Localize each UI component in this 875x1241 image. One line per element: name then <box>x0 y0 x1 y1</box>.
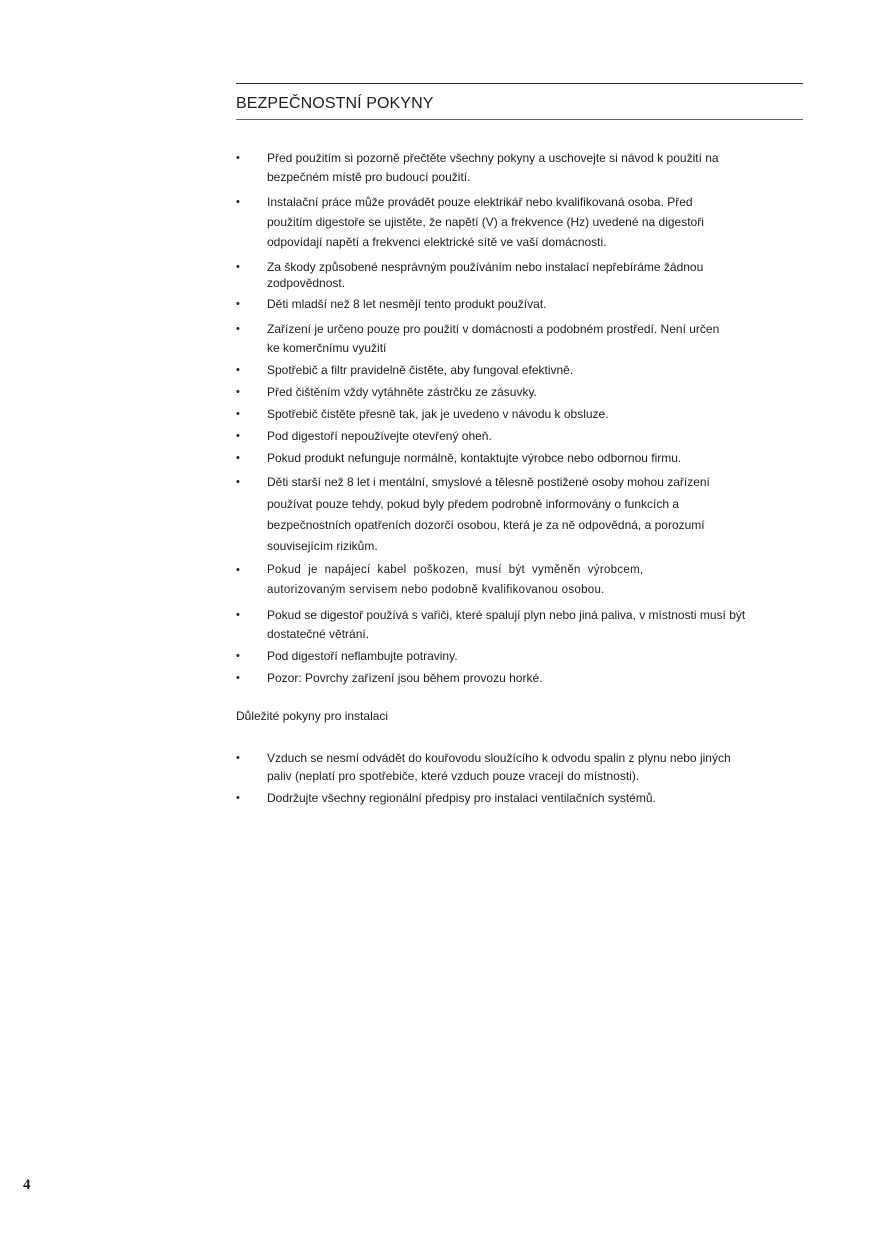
item-line: Děti starší než 8 let i mentální, smyslové a tělesně postižené osoby mohou zařízení <box>267 475 710 489</box>
item-line: Pod digestoří nepoužívejte otevřený oheň. <box>267 429 492 443</box>
top-rule <box>236 83 803 84</box>
bullet: • <box>236 386 240 398</box>
item-line: použitím digestoře se ujistěte, že napětí (V) a frekvence (Hz) uvedené na digestoři <box>267 215 704 229</box>
page-number: 4 <box>23 1177 31 1193</box>
bullet: • <box>236 564 240 576</box>
item-line: bezpečnostních opatřeních dozorčí osobou, která je za ně odpovědná, a porozumí <box>267 518 705 532</box>
bullet: • <box>236 261 240 273</box>
item-line: Děti mladší než 8 let nesmějí tento produkt používat. <box>267 297 547 311</box>
bullet: • <box>236 196 240 208</box>
item-line: Pokud se digestoř používá s vařiči, které spalují plyn nebo jiná paliva, v místnosti musí být <box>267 608 746 622</box>
item-line: Spotřebič čistěte přesně tak, jak je uvedeno v návodu k obsluze. <box>267 407 609 421</box>
section-heading: BEZPEČNOSTNÍ POKYNY <box>236 95 434 112</box>
item-line: bezpečném místě pro budoucí použití. <box>267 170 471 184</box>
item-line: Pod digestoří neflambujte potraviny. <box>267 649 458 663</box>
item-line: paliv (neplatí pro spotřebiče, které vzduch pouze vracejí do místnosti). <box>267 769 640 783</box>
bullet: • <box>236 364 240 376</box>
bullet: • <box>236 298 240 310</box>
bullet: • <box>236 452 240 464</box>
item-line: Pokud produkt nefunguje normálně, kontaktujte výrobce nebo odbornou firmu. <box>267 451 682 465</box>
item-line: Před použitím si pozorně přečtěte všechny pokyny a uschovejte si návod k použití na <box>267 151 719 165</box>
bullet: • <box>236 650 240 662</box>
item-line: Pozor: Povrchy zařízení jsou během provozu horké. <box>267 671 543 685</box>
bullet: • <box>236 323 240 335</box>
heading-underline <box>236 119 803 120</box>
bullet: • <box>236 609 240 621</box>
item-line: zodpovědnost. <box>267 276 346 290</box>
item-line: Za škody způsobené nesprávným používáním nebo instalací nepřebíráme žádnou <box>267 260 704 274</box>
bullet: • <box>236 752 240 764</box>
item-line: dostatečné větrání. <box>267 627 370 641</box>
bullet: • <box>236 672 240 684</box>
item-line: Instalační práce může provádět pouze elektrikář nebo kvalifikovaná osoba. Před <box>267 195 693 209</box>
item-line: Zařízení je určeno pouze pro použití v domácnosti a podobném prostředí. Není určen <box>267 322 720 336</box>
bullet: • <box>236 476 240 488</box>
item-line: ke komerčnímu využití <box>267 341 387 355</box>
installation-subheading: Důležité pokyny pro instalaci <box>236 709 389 723</box>
item-line: autorizovaným servisem nebo podobně kvalifikovanou osobou. <box>267 584 605 596</box>
item-line: Před čištěním vždy vytáhněte zástrčku ze zásuvky. <box>267 385 537 399</box>
item-line: Vzduch se nesmí odvádět do kouřovodu sloužícího k odvodu spalin z plynu nebo jiných <box>267 751 731 765</box>
item-line: Spotřebič a filtr pravidelně čistěte, aby fungoval efektivně. <box>267 363 574 377</box>
item-line: používat pouze tehdy, pokud byly předem podrobně informovány o funkcích a <box>267 497 680 511</box>
item-line: odpovídají napětí a frekvenci elektrické sítě ve vaší domácnosti. <box>267 235 607 249</box>
bullet: • <box>236 152 240 164</box>
item-line: Pokud je napájecí kabel poškozen, musí být vyměněn výrobcem, <box>267 564 644 576</box>
item-line: Dodržujte všechny regionální předpisy pro instalaci ventilačních systémů. <box>267 791 656 805</box>
item-line: souvisejícím rizikům. <box>267 539 378 553</box>
bullet: • <box>236 430 240 442</box>
bullet: • <box>236 792 240 804</box>
bullet: • <box>236 408 240 420</box>
